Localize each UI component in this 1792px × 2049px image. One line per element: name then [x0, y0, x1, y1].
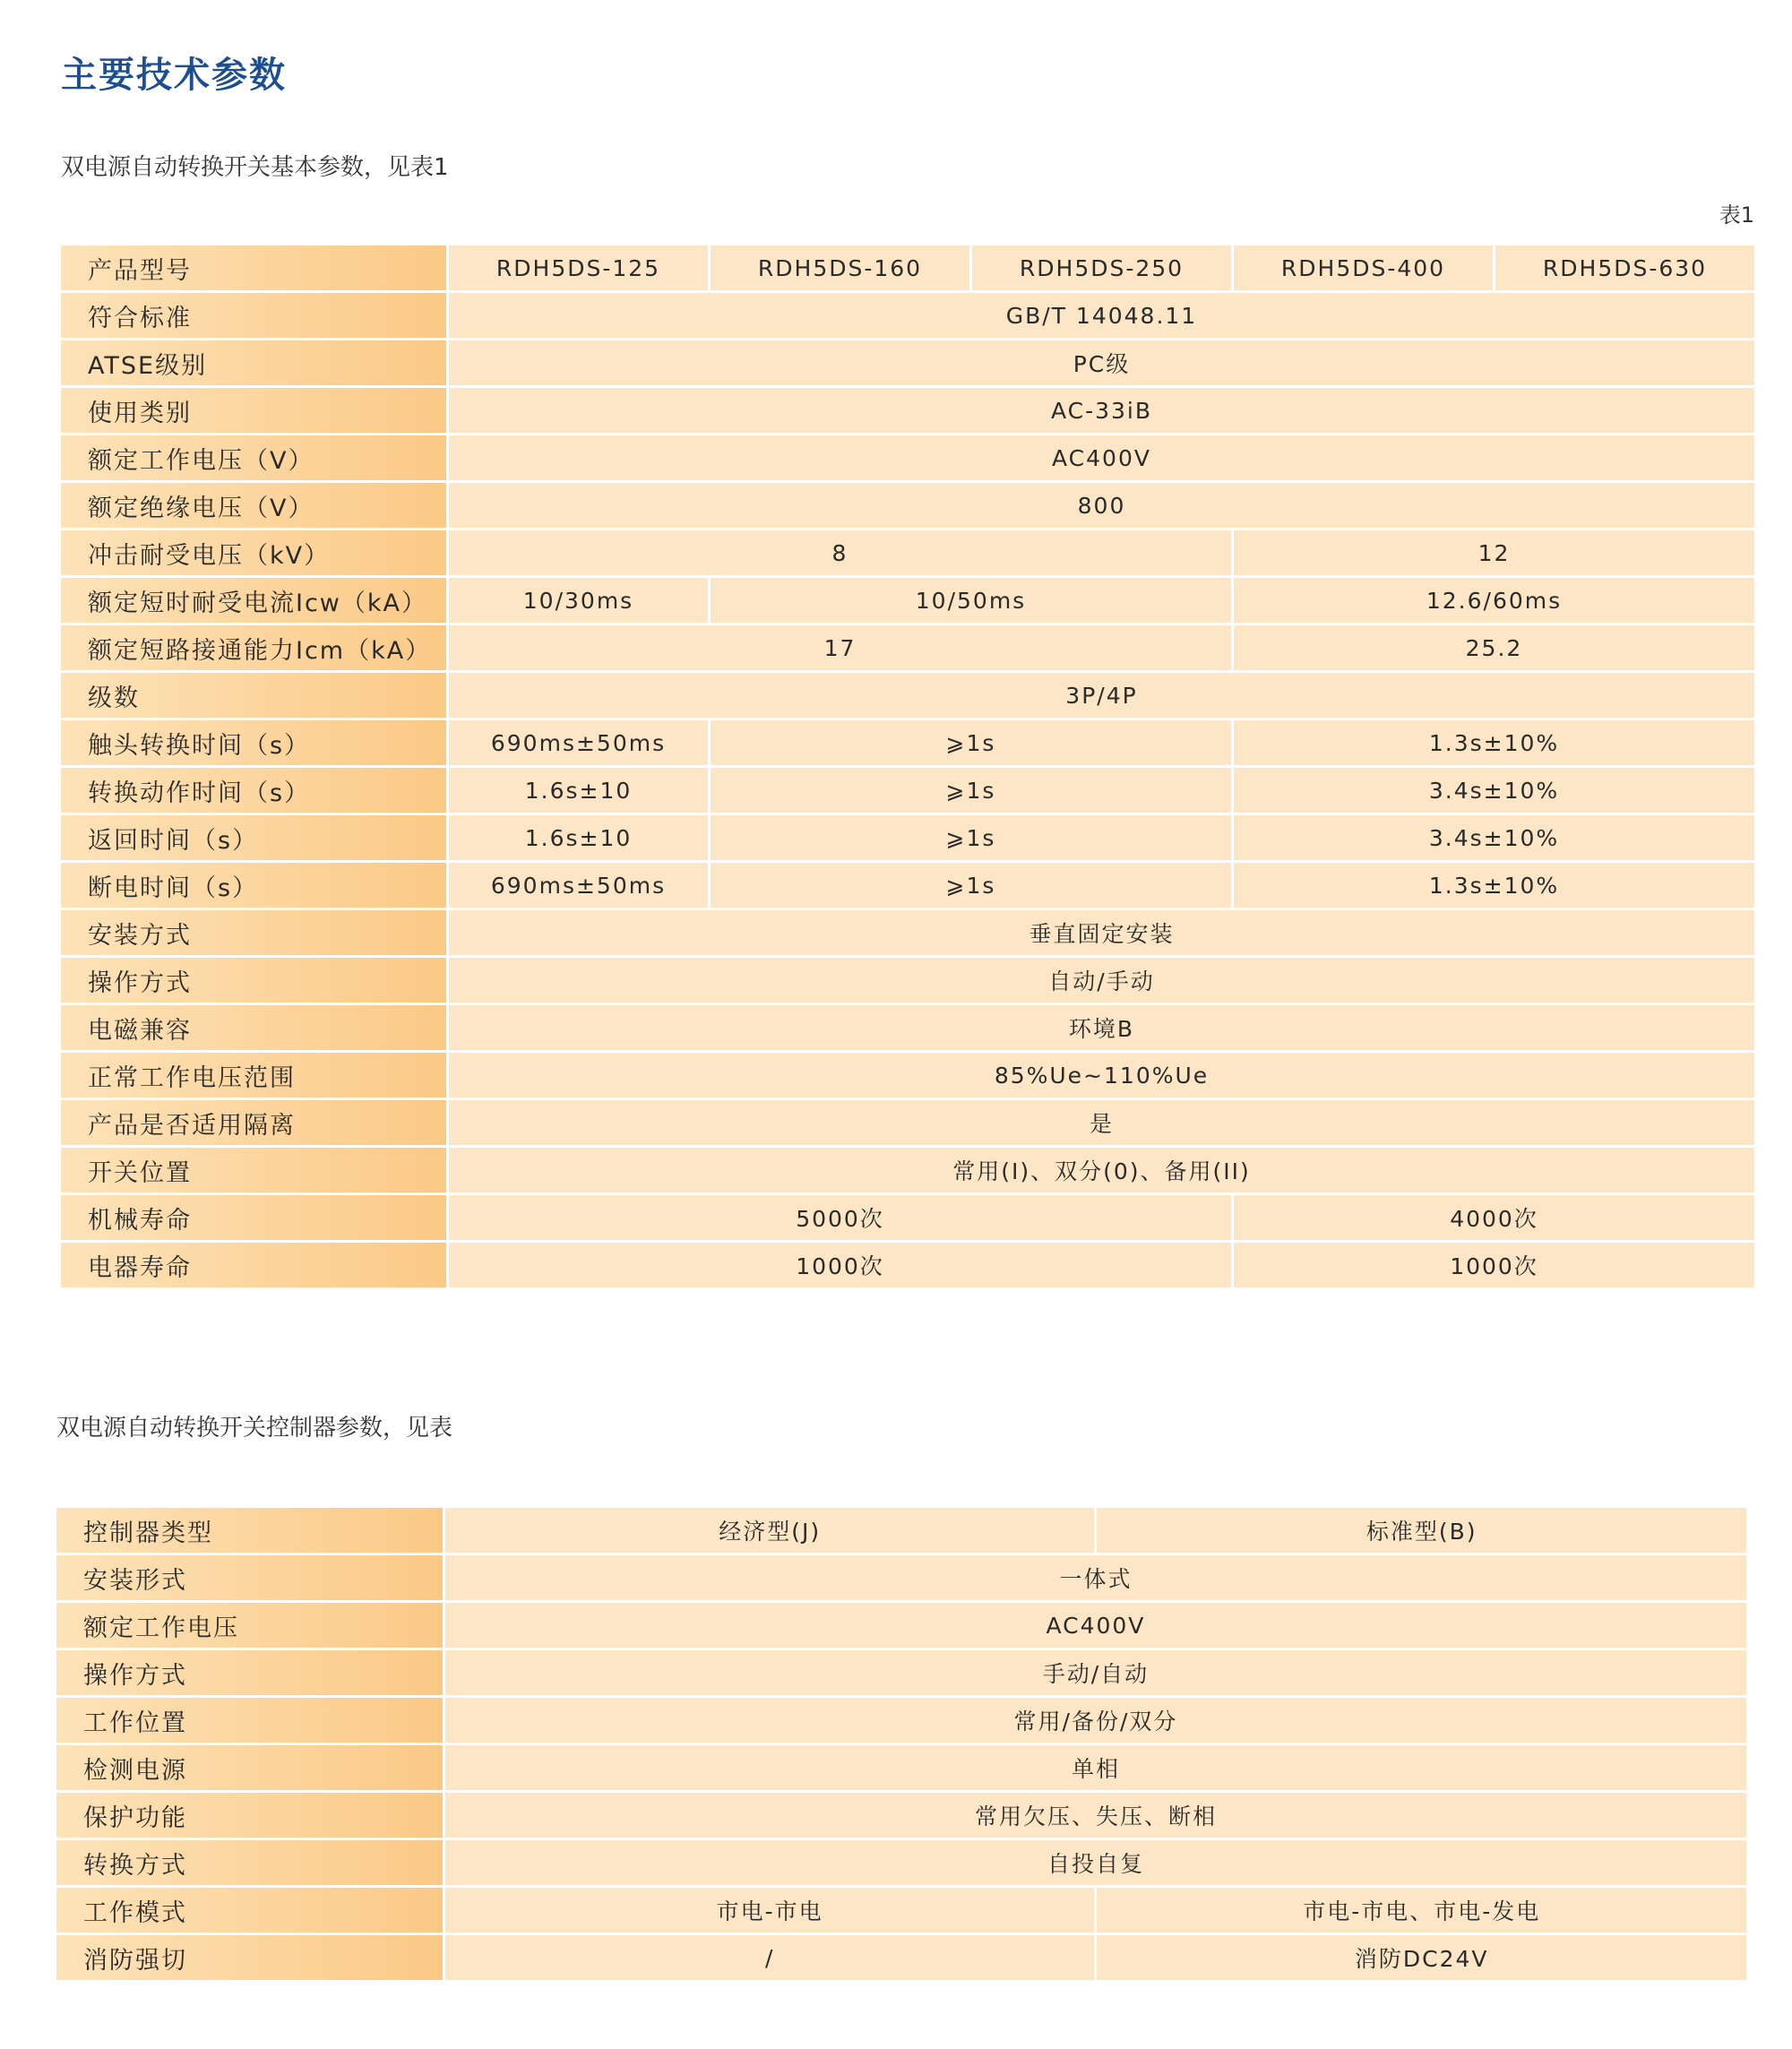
row-label: 操作方式	[56, 1650, 443, 1695]
table-row	[56, 1793, 1746, 1838]
table-row	[61, 435, 1754, 480]
value-cell: 一体式	[445, 1555, 1746, 1600]
table-row	[61, 1005, 1754, 1050]
table-row	[61, 673, 1754, 718]
value-cell: /	[445, 1935, 1095, 1980]
value-cell: 10/30ms	[449, 578, 708, 623]
row-label: 返回时间（s）	[61, 815, 446, 860]
value-cell: 垂直固定安装	[449, 910, 1754, 955]
value-cell: 85%Ue~110%Ue	[449, 1053, 1754, 1098]
row-label: 使用类别	[61, 388, 446, 433]
value-cell: ⩾1s	[711, 815, 1231, 860]
row-label: 正常工作电压范围	[61, 1053, 446, 1098]
value-cell: 常用(I)、双分(0)、备用(II)	[449, 1148, 1754, 1192]
value-cell: 消防DC24V	[1097, 1935, 1746, 1980]
row-label: 额定工作电压（V）	[61, 435, 446, 480]
table-row	[61, 910, 1754, 955]
value-cell: 1000次	[1234, 1243, 1754, 1287]
value-cell: AC400V	[449, 435, 1754, 480]
value-cell: 10/50ms	[711, 578, 1231, 623]
value-cell: ⩾1s	[711, 768, 1231, 813]
value-cell: 自投自复	[445, 1840, 1746, 1885]
table-row	[61, 1053, 1754, 1098]
row-label: 符合标准	[61, 293, 446, 338]
table-row	[61, 388, 1754, 433]
value-cell: 17	[449, 625, 1231, 670]
value-cell: 1000次	[449, 1243, 1231, 1287]
row-label: 额定短路接通能力Icm（kA）	[61, 625, 446, 670]
value-cell: 市电-市电	[445, 1888, 1095, 1933]
row-label: 电器寿命	[61, 1243, 446, 1287]
row-label: 额定短时耐受电流Icw（kA）	[61, 578, 446, 623]
row-label: 安装方式	[61, 910, 446, 955]
value-cell: 1.6s±10	[449, 768, 708, 813]
value-cell: 3.4s±10%	[1234, 815, 1754, 860]
table-row	[56, 1698, 1746, 1743]
table-row	[61, 625, 1754, 670]
table-row	[61, 958, 1754, 1003]
value-cell: 1.3s±10%	[1234, 720, 1754, 765]
value-cell: RDH5DS-630	[1495, 245, 1754, 290]
value-cell: 690ms±50ms	[449, 863, 708, 908]
table-row	[61, 1100, 1754, 1145]
row-label: ATSE级别	[61, 340, 446, 385]
page-title: 主要技术参数	[61, 55, 287, 96]
value-cell: AC-33iB	[449, 388, 1754, 433]
value-cell: 经济型(J)	[445, 1508, 1095, 1553]
row-label: 额定工作电压	[56, 1603, 443, 1648]
row-label: 断电时间（s）	[61, 863, 446, 908]
value-cell: 8	[449, 530, 1231, 575]
value-cell: GB/T 14048.11	[449, 293, 1754, 338]
table-row	[61, 530, 1754, 575]
row-label: 产品是否适用隔离	[61, 1100, 446, 1145]
row-label: 控制器类型	[56, 1508, 443, 1553]
table-row	[61, 768, 1754, 813]
table-row	[61, 815, 1754, 860]
row-label: 触头转换时间（s）	[61, 720, 446, 765]
value-cell: 5000次	[449, 1195, 1231, 1240]
row-label: 转换方式	[56, 1840, 443, 1885]
value-cell: AC400V	[445, 1603, 1746, 1648]
value-cell: RDH5DS-125	[449, 245, 708, 290]
value-cell: 标准型(B)	[1097, 1508, 1746, 1553]
table-row	[61, 483, 1754, 528]
basic-parameters-table	[58, 243, 1757, 1290]
table-row	[56, 1888, 1746, 1933]
value-cell: 690ms±50ms	[449, 720, 708, 765]
table-row	[56, 1650, 1746, 1695]
value-cell: 3P/4P	[449, 673, 1754, 718]
value-cell: 市电-市电、市电-发电	[1097, 1888, 1746, 1933]
row-label: 级数	[61, 673, 446, 718]
value-cell: 4000次	[1234, 1195, 1754, 1240]
value-cell: ⩾1s	[711, 863, 1231, 908]
row-label: 开关位置	[61, 1148, 446, 1192]
row-label: 消防强切	[56, 1935, 443, 1980]
table-row	[56, 1935, 1746, 1980]
table1-number: 表1	[1719, 202, 1754, 228]
table-row	[56, 1745, 1746, 1790]
value-cell: 25.2	[1234, 625, 1754, 670]
row-label: 电磁兼容	[61, 1005, 446, 1050]
row-label: 保护功能	[56, 1793, 443, 1838]
row-label: 额定绝缘电压（V）	[61, 483, 446, 528]
table-row	[61, 1148, 1754, 1192]
row-label: 操作方式	[61, 958, 446, 1003]
value-cell: 是	[449, 1100, 1754, 1145]
value-cell: 常用欠压、失压、断相	[445, 1793, 1746, 1838]
table2-intro: 双电源自动转换开关控制器参数，见表	[56, 1415, 453, 1442]
row-label: 转换动作时间（s）	[61, 768, 446, 813]
value-cell: 1.3s±10%	[1234, 863, 1754, 908]
value-cell: 12.6/60ms	[1234, 578, 1754, 623]
row-label: 机械寿命	[61, 1195, 446, 1240]
row-label: 工作模式	[56, 1888, 443, 1933]
table1-intro: 双电源自动转换开关基本参数，见表1	[61, 154, 449, 181]
table-row	[61, 578, 1754, 623]
value-cell: 12	[1234, 530, 1754, 575]
row-label: 冲击耐受电压（kV）	[61, 530, 446, 575]
row-label: 安装形式	[56, 1555, 443, 1600]
value-cell: 自动/手动	[449, 958, 1754, 1003]
table-row	[61, 245, 1754, 290]
row-label: 产品型号	[61, 245, 446, 290]
value-cell: RDH5DS-250	[972, 245, 1231, 290]
value-cell: 手动/自动	[445, 1650, 1746, 1695]
table-row	[56, 1840, 1746, 1885]
table-row	[61, 293, 1754, 338]
value-cell: 常用/备份/双分	[445, 1698, 1746, 1743]
table-row	[56, 1555, 1746, 1600]
table-row	[61, 720, 1754, 765]
value-cell: RDH5DS-160	[711, 245, 969, 290]
value-cell: 单相	[445, 1745, 1746, 1790]
value-cell: 环境B	[449, 1005, 1754, 1050]
table-row	[56, 1603, 1746, 1648]
row-label: 检测电源	[56, 1745, 443, 1790]
value-cell: 3.4s±10%	[1234, 768, 1754, 813]
value-cell: 1.6s±10	[449, 815, 708, 860]
table-row	[56, 1508, 1746, 1553]
row-label: 工作位置	[56, 1698, 443, 1743]
table-row	[61, 863, 1754, 908]
controller-parameters-table	[54, 1505, 1749, 1983]
table-row	[61, 1195, 1754, 1240]
value-cell: 800	[449, 483, 1754, 528]
table-row	[61, 340, 1754, 385]
value-cell: PC级	[449, 340, 1754, 385]
value-cell: ⩾1s	[711, 720, 1231, 765]
value-cell: RDH5DS-400	[1234, 245, 1493, 290]
table-row	[61, 1243, 1754, 1287]
